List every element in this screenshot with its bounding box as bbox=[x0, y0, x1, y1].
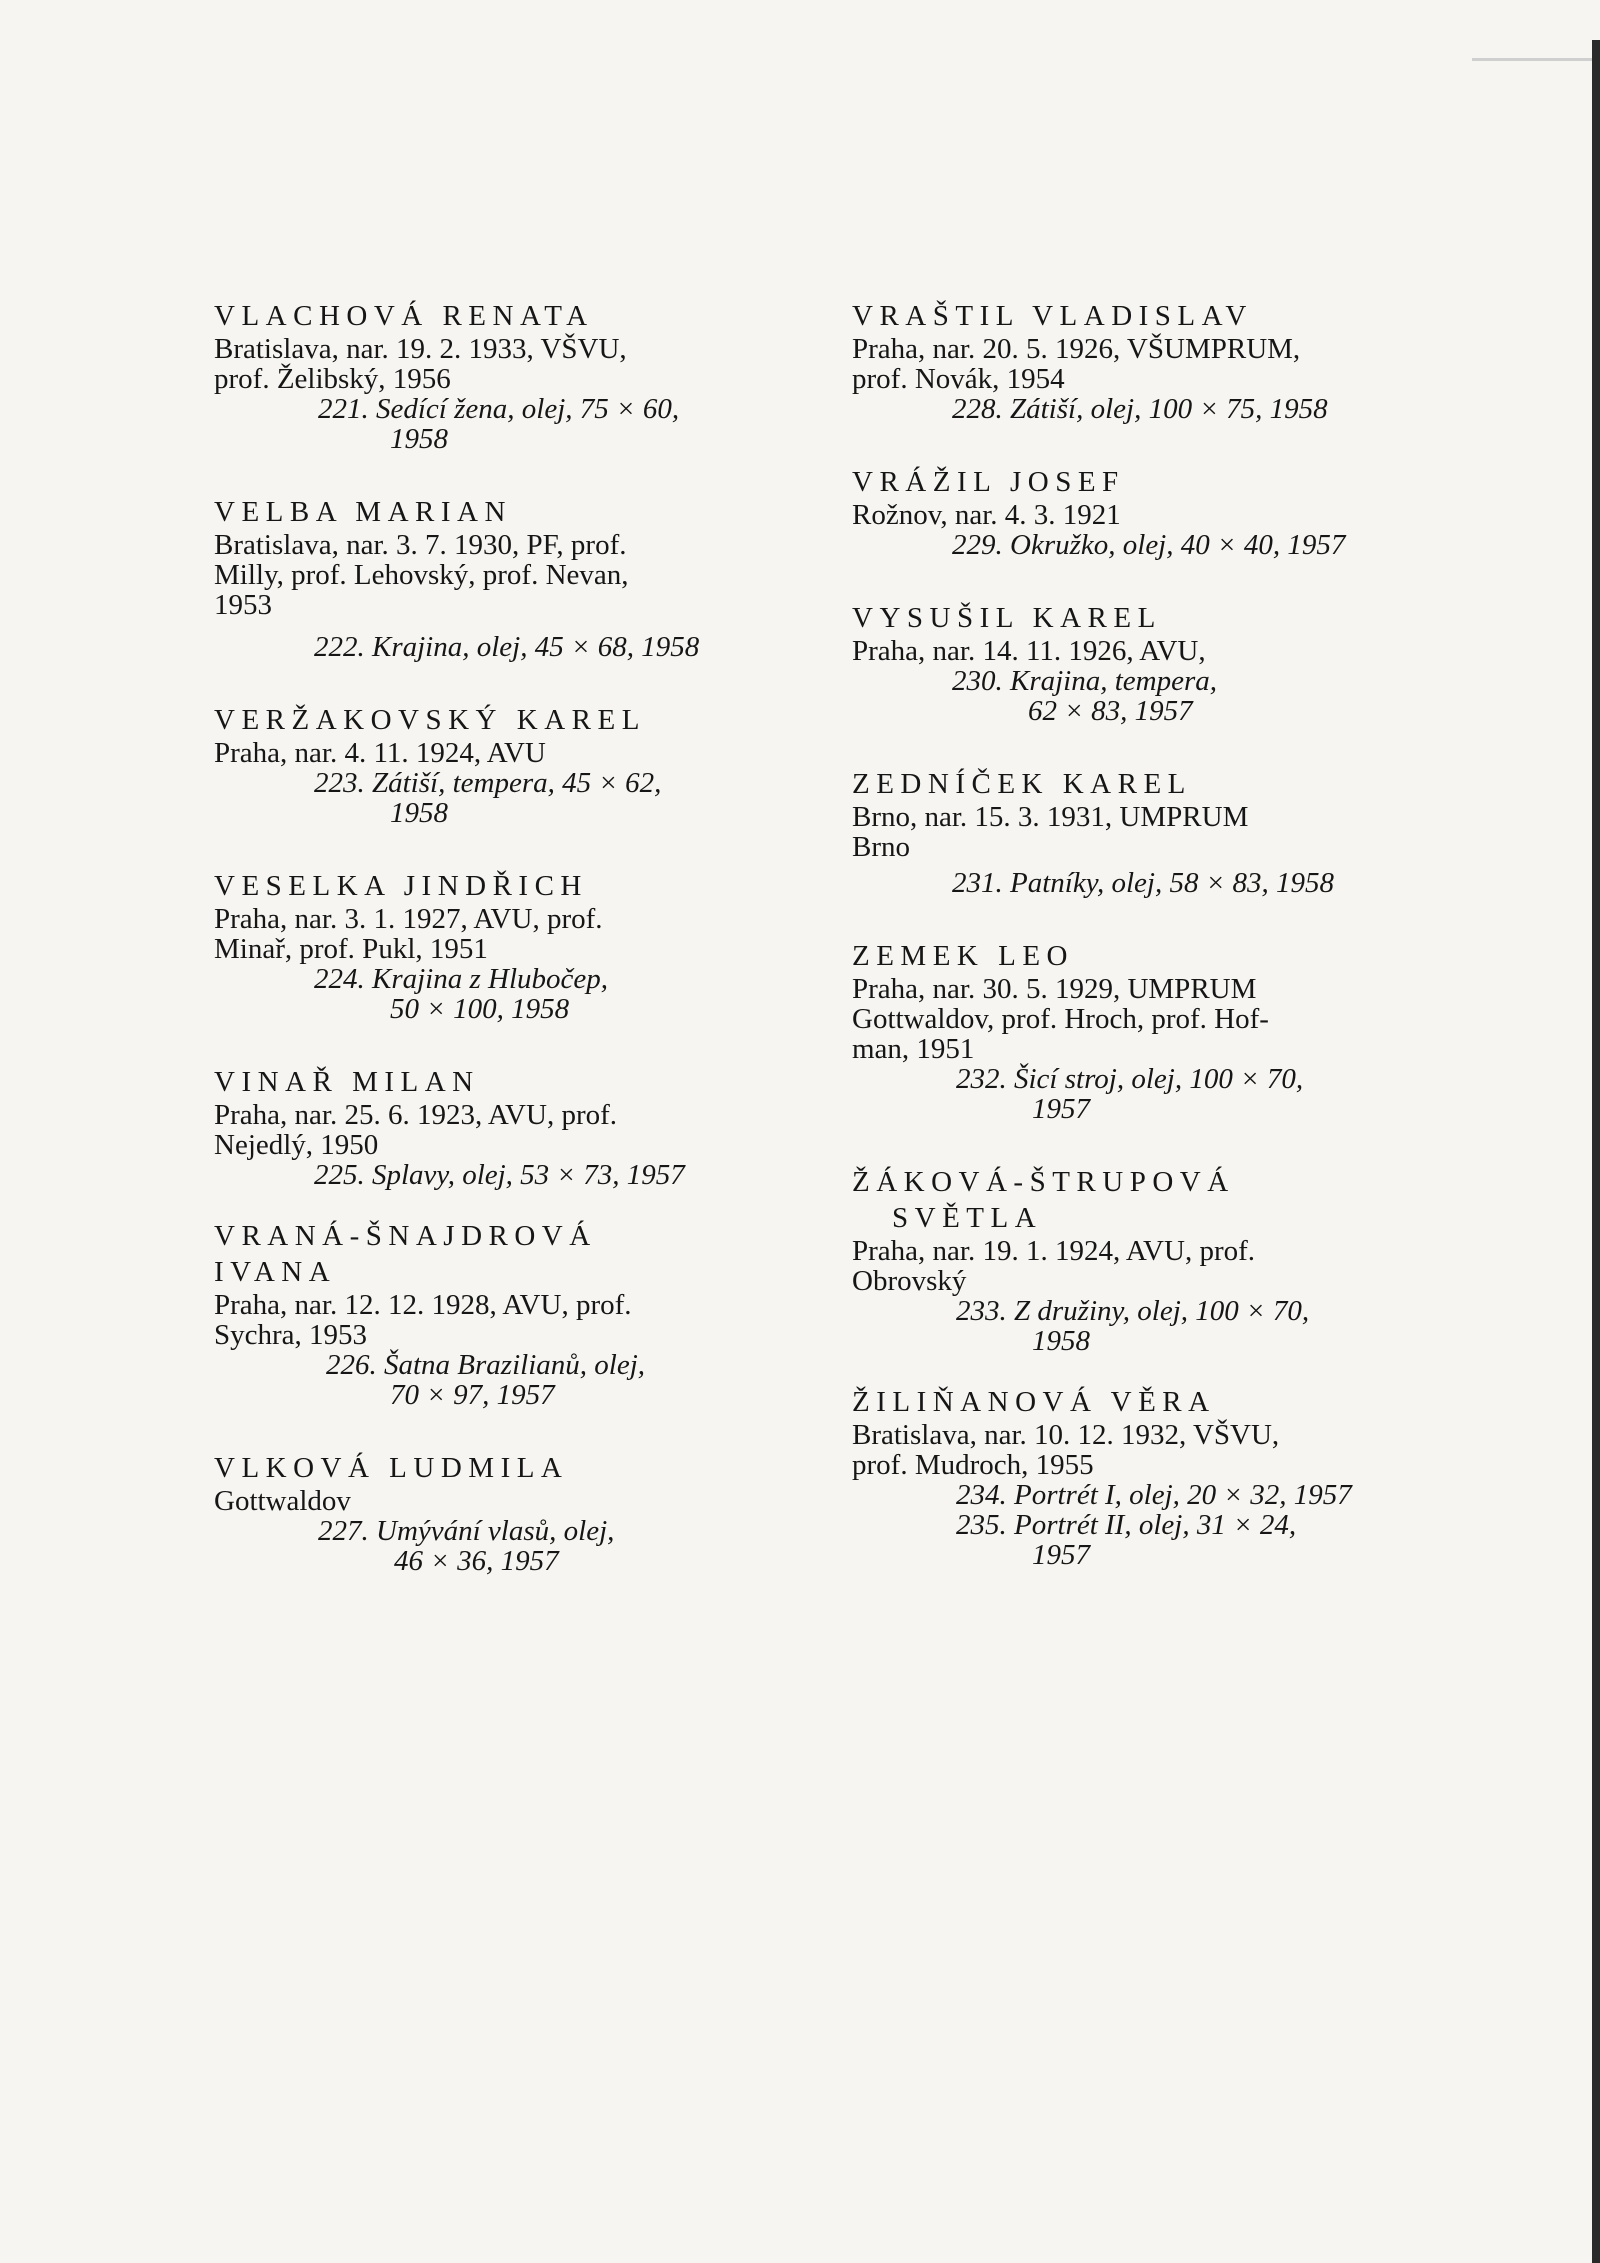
artist-name: VRAŠTIL VLADISLAV bbox=[852, 300, 1253, 332]
artist-name-continued: SVĚTLA bbox=[892, 1202, 1043, 1234]
artist-name: VLKOVÁ LUDMILA bbox=[214, 1452, 569, 1484]
right-column bbox=[852, 298, 1452, 1570]
artwork-line: 224. Krajina z Hlubočep, bbox=[314, 963, 609, 995]
artist-bio-line: Praha, nar. 12. 12. 1928, AVU, prof. bbox=[214, 1289, 632, 1321]
artist-bio-line: prof. Novák, 1954 bbox=[852, 363, 1065, 395]
artist-bio-line: Praha, nar. 30. 5. 1929, UMPRUM bbox=[852, 973, 1257, 1005]
artist-bio-line: prof. Želibský, 1956 bbox=[214, 363, 451, 395]
artwork-line: 1958 bbox=[1032, 1325, 1090, 1357]
artwork-line: 50 × 100, 1958 bbox=[390, 993, 570, 1025]
page-edge-mark bbox=[1472, 58, 1592, 61]
artist-name-continued: IVANA bbox=[214, 1256, 337, 1288]
artwork-line: 232. Šicí stroj, olej, 100 × 70, bbox=[956, 1063, 1304, 1095]
artwork-line: 235. Portrét II, olej, 31 × 24, bbox=[956, 1509, 1297, 1541]
artist-entry bbox=[214, 868, 814, 1024]
artist-name: VESELKA JINDŘICH bbox=[214, 870, 588, 902]
artwork-line: 1958 bbox=[390, 423, 448, 455]
artist-bio-line: Obrovský bbox=[852, 1265, 967, 1297]
artist-bio-line: Bratislava, nar. 19. 2. 1933, VŠVU, bbox=[214, 333, 627, 365]
artist-entry bbox=[852, 298, 1452, 424]
artist-name: ŽÁKOVÁ-ŠTRUPOVÁ bbox=[852, 1166, 1235, 1198]
artist-bio-line: 1953 bbox=[214, 589, 272, 621]
artwork-line: 1957 bbox=[1032, 1539, 1090, 1571]
artist-name: VELBA MARIAN bbox=[214, 496, 512, 528]
artwork-line: 222. Krajina, olej, 45 × 68, 1958 bbox=[314, 631, 700, 663]
artist-bio-line: Minař, prof. Pukl, 1951 bbox=[214, 933, 488, 965]
artist-bio-line: Bratislava, nar. 10. 12. 1932, VŠVU, bbox=[852, 1419, 1280, 1451]
artist-bio-line: Praha, nar. 19. 1. 1924, AVU, prof. bbox=[852, 1235, 1256, 1267]
artist-bio-line: Brno, nar. 15. 3. 1931, UMPRUM bbox=[852, 801, 1249, 833]
artwork-line: 229. Okružko, olej, 40 × 40, 1957 bbox=[952, 529, 1346, 561]
artist-bio-line: man, 1951 bbox=[852, 1033, 975, 1065]
artist-name: VINAŘ MILAN bbox=[214, 1066, 480, 1098]
artwork-line: 233. Z družiny, olej, 100 × 70, bbox=[956, 1295, 1310, 1327]
artwork-line: 1958 bbox=[390, 797, 448, 829]
artist-entry bbox=[214, 1218, 814, 1410]
artist-bio-line: Praha, nar. 3. 1. 1927, AVU, prof. bbox=[214, 903, 603, 935]
artwork-line: 1957 bbox=[1032, 1093, 1090, 1125]
artist-bio-line: Brno bbox=[852, 831, 910, 863]
artist-name: ZEMEK LEO bbox=[852, 940, 1074, 972]
artwork-line: 221. Sedící žena, olej, 75 × 60, bbox=[318, 393, 680, 425]
artist-bio-line: Sychra, 1953 bbox=[214, 1319, 368, 1351]
artist-bio-line: Praha, nar. 14. 11. 1926, AVU, bbox=[852, 635, 1206, 667]
artwork-line: 230. Krajina, tempera, bbox=[952, 665, 1218, 697]
artist-bio-line: prof. Mudroch, 1955 bbox=[852, 1449, 1094, 1481]
artist-name: VERŽAKOVSKÝ KAREL bbox=[214, 704, 646, 736]
artist-name: VRANÁ-ŠNAJDROVÁ bbox=[214, 1220, 597, 1252]
artist-name: VLACHOVÁ RENATA bbox=[214, 300, 594, 332]
artist-name: VYSUŠIL KAREL bbox=[852, 602, 1162, 634]
artist-entry bbox=[214, 1450, 814, 1576]
artist-name: ZEDNÍČEK KAREL bbox=[852, 768, 1192, 800]
artwork-line: 226. Šatna Brazilianů, olej, bbox=[326, 1349, 645, 1381]
artist-bio-line: Praha, nar. 4. 11. 1924, AVU bbox=[214, 737, 546, 769]
artist-entry bbox=[214, 494, 814, 662]
artist-entry bbox=[852, 938, 1452, 1124]
artist-bio-line: Praha, nar. 20. 5. 1926, VŠUMPRUM, bbox=[852, 333, 1301, 365]
artist-bio-line: Nejedlý, 1950 bbox=[214, 1129, 379, 1161]
artist-bio-line: Gottwaldov, prof. Hroch, prof. Hof- bbox=[852, 1003, 1269, 1035]
artist-bio-line: Milly, prof. Lehovský, prof. Nevan, bbox=[214, 559, 629, 591]
artwork-line: 46 × 36, 1957 bbox=[394, 1545, 559, 1577]
artwork-line: 62 × 83, 1957 bbox=[1028, 695, 1193, 727]
artist-entry bbox=[852, 1164, 1452, 1356]
artwork-line: 228. Zátiší, olej, 100 × 75, 1958 bbox=[952, 393, 1328, 425]
artist-entry bbox=[852, 600, 1452, 726]
artist-bio-line: Rožnov, nar. 4. 3. 1921 bbox=[852, 499, 1121, 531]
artist-name: ŽILIŇANOVÁ VĚRA bbox=[852, 1386, 1216, 1418]
artwork-line: 227. Umývání vlasů, olej, bbox=[318, 1515, 615, 1547]
artist-bio-line: Gottwaldov bbox=[214, 1485, 351, 1517]
artwork-line: 70 × 97, 1957 bbox=[390, 1379, 555, 1411]
artwork-line: 234. Portrét I, olej, 20 × 32, 1957 bbox=[956, 1479, 1352, 1511]
artwork-line: 231. Patníky, olej, 58 × 83, 1958 bbox=[952, 867, 1335, 899]
artist-entry bbox=[214, 702, 814, 828]
artist-entry bbox=[214, 1064, 814, 1190]
artist-bio-line: Praha, nar. 25. 6. 1923, AVU, prof. bbox=[214, 1099, 618, 1131]
artwork-line: 225. Splavy, olej, 53 × 73, 1957 bbox=[314, 1159, 685, 1191]
artist-name: VRÁŽIL JOSEF bbox=[852, 466, 1125, 498]
artist-entry bbox=[214, 298, 814, 454]
artist-bio-line: Bratislava, nar. 3. 7. 1930, PF, prof. bbox=[214, 529, 627, 561]
artist-entry bbox=[852, 766, 1452, 898]
artist-entry bbox=[852, 464, 1452, 560]
artist-entry bbox=[852, 1384, 1452, 1570]
page-edge-shadow bbox=[1592, 40, 1600, 2263]
left-column bbox=[214, 298, 814, 1576]
artwork-line: 223. Zátiší, tempera, 45 × 62, bbox=[314, 767, 662, 799]
